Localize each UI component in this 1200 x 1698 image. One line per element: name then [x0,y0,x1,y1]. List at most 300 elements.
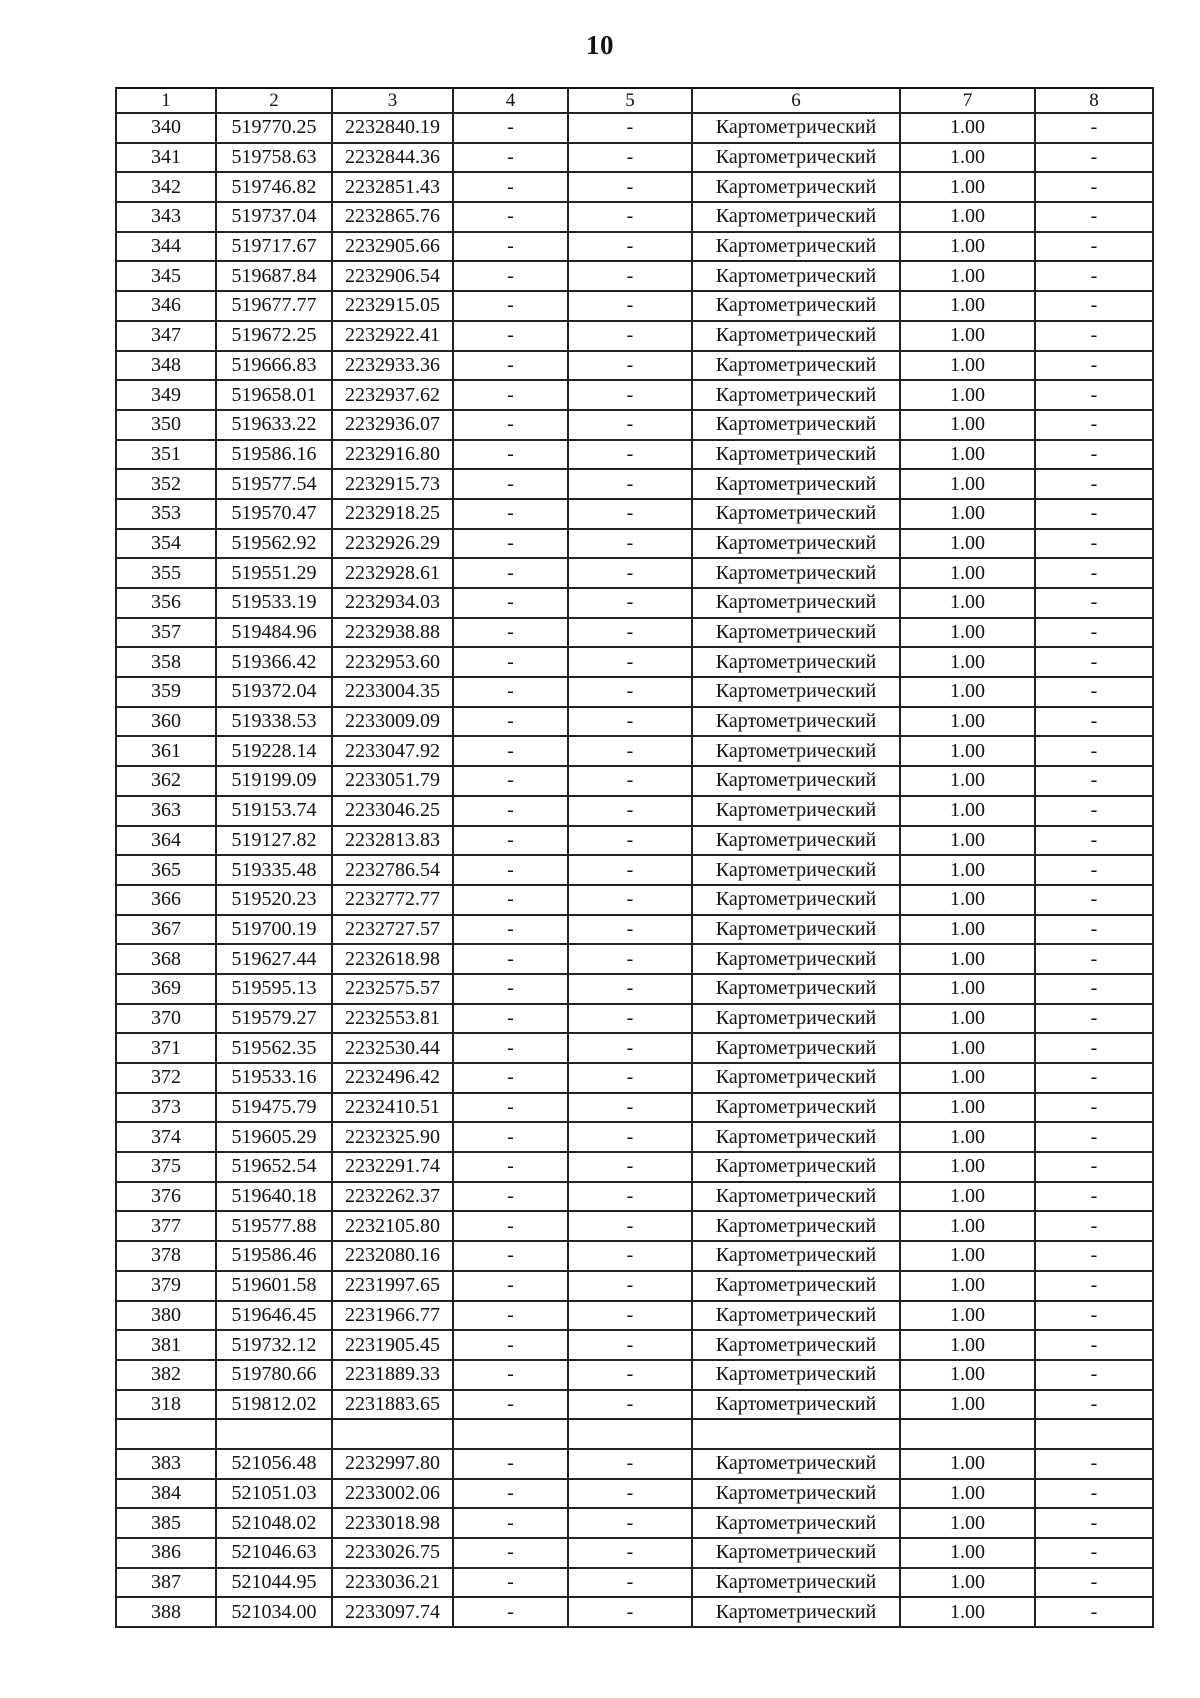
table-row [116,321,1153,351]
x-coordinate-cell: 519475.79 [216,1093,332,1123]
method-cell: Картометрический [692,1568,900,1598]
point-number-cell: 374 [116,1122,216,1152]
x-coordinate-cell: 521044.95 [216,1568,332,1598]
accuracy-cell: 1.00 [900,1033,1035,1063]
table-row [116,1152,1153,1182]
column-8-cell: - [1035,1004,1153,1034]
table-row [116,1301,1153,1331]
column-8-cell: - [1035,1033,1153,1063]
x-coordinate-cell: 519640.18 [216,1182,332,1212]
y-coordinate-cell: 2232918.25 [332,499,453,529]
accuracy-cell: 1.00 [900,915,1035,945]
method-cell: Картометрический [692,410,900,440]
x-coordinate-cell: 519579.27 [216,1004,332,1034]
column-4-cell: - [453,1152,568,1182]
column-4-cell: - [453,707,568,737]
column-4-cell: - [453,261,568,291]
column-4-cell: - [453,410,568,440]
table-row [116,796,1153,826]
method-cell: Картометрический [692,529,900,559]
column-8-cell: - [1035,1063,1153,1093]
y-coordinate-cell: 2232953.60 [332,647,453,677]
accuracy-cell: 1.00 [900,1508,1035,1538]
column-5-cell: - [568,855,692,885]
method-cell: Картометрический [692,113,900,143]
x-coordinate-cell: 521046.63 [216,1538,332,1568]
column-8-cell: - [1035,1182,1153,1212]
column-5-cell: - [568,291,692,321]
column-5-cell: - [568,766,692,796]
accuracy-cell: 1.00 [900,1241,1035,1271]
y-coordinate-cell: 2232786.54 [332,855,453,885]
accuracy-cell: 1.00 [900,944,1035,974]
accuracy-cell: 1.00 [900,558,1035,588]
column-4-cell: - [453,558,568,588]
method-cell: Картометрический [692,1211,900,1241]
column-8-cell: - [1035,588,1153,618]
point-number-cell: 363 [116,796,216,826]
method-cell: Картометрический [692,1360,900,1390]
column-header: 7 [900,88,1035,113]
y-coordinate-cell: 2231997.65 [332,1271,453,1301]
y-coordinate-cell: 2232291.74 [332,1152,453,1182]
accuracy-cell: 1.00 [900,855,1035,885]
column-8-cell: - [1035,469,1153,499]
column-8-cell: - [1035,410,1153,440]
x-coordinate-cell: 519700.19 [216,915,332,945]
point-number-cell: 368 [116,944,216,974]
coordinates-table [115,87,1154,1628]
column-5-cell: - [568,1152,692,1182]
column-8-cell: - [1035,1360,1153,1390]
y-coordinate-cell: 2233002.06 [332,1479,453,1509]
table-row [116,1330,1153,1360]
column-4-cell: - [453,1508,568,1538]
y-coordinate-cell: 2233036.21 [332,1568,453,1598]
table-row [116,766,1153,796]
method-cell: Картометрический [692,1093,900,1123]
table-row [116,1479,1153,1509]
column-4-cell: - [453,1271,568,1301]
y-coordinate-cell: 2231889.33 [332,1360,453,1390]
table-row [116,1004,1153,1034]
y-coordinate-cell: 2232938.88 [332,618,453,648]
table-body [116,113,1153,1627]
table-row [116,885,1153,915]
y-coordinate-cell: 2232618.98 [332,944,453,974]
method-cell: Картометрический [692,351,900,381]
blank-separator-row [116,1419,1153,1449]
point-number-cell: 366 [116,885,216,915]
y-coordinate-cell: 2232105.80 [332,1211,453,1241]
column-4-cell: - [453,232,568,262]
x-coordinate-cell: 519586.46 [216,1241,332,1271]
column-8-cell: - [1035,736,1153,766]
x-coordinate-cell: 519335.48 [216,855,332,885]
column-8-cell: - [1035,1122,1153,1152]
y-coordinate-cell: 2233047.92 [332,736,453,766]
point-number-cell: 377 [116,1211,216,1241]
point-number-cell: 383 [116,1449,216,1479]
table-row [116,499,1153,529]
column-5-cell: - [568,1122,692,1152]
point-number-cell: 347 [116,321,216,351]
method-cell: Картометрический [692,232,900,262]
y-coordinate-cell: 2232844.36 [332,143,453,173]
x-coordinate-cell [216,1419,332,1449]
column-5-cell: - [568,1568,692,1598]
y-coordinate-cell: 2233051.79 [332,766,453,796]
accuracy-cell: 1.00 [900,1568,1035,1598]
accuracy-cell: 1.00 [900,1597,1035,1627]
method-cell: Картометрический [692,1004,900,1034]
point-number-cell: 376 [116,1182,216,1212]
column-4-cell: - [453,588,568,618]
y-coordinate-cell: 2231883.65 [332,1390,453,1420]
point-number-cell: 343 [116,202,216,232]
point-number-cell: 358 [116,647,216,677]
column-header: 6 [692,88,900,113]
column-8-cell: - [1035,707,1153,737]
x-coordinate-cell: 519577.88 [216,1211,332,1241]
column-5-cell: - [568,1360,692,1390]
method-cell: Картометрический [692,588,900,618]
accuracy-cell: 1.00 [900,826,1035,856]
x-coordinate-cell: 519586.16 [216,440,332,470]
column-4-cell: - [453,1033,568,1063]
column-5-cell: - [568,707,692,737]
table-row [116,1063,1153,1093]
point-number-cell: 342 [116,172,216,202]
column-4-cell: - [453,1301,568,1331]
x-coordinate-cell: 519601.58 [216,1271,332,1301]
method-cell: Картометрический [692,647,900,677]
column-4-cell: - [453,736,568,766]
point-number-cell: 344 [116,232,216,262]
y-coordinate-cell: 2232840.19 [332,113,453,143]
method-cell: Картометрический [692,172,900,202]
method-cell: Картометрический [692,1241,900,1271]
column-4-cell: - [453,1538,568,1568]
point-number-cell: 370 [116,1004,216,1034]
method-cell: Картометрический [692,143,900,173]
method-cell: Картометрический [692,826,900,856]
column-4-cell: - [453,1597,568,1627]
column-5-cell: - [568,618,692,648]
column-8-cell: - [1035,855,1153,885]
accuracy-cell: 1.00 [900,529,1035,559]
page-number: 10 [586,30,614,60]
y-coordinate-cell: 2232936.07 [332,410,453,440]
accuracy-cell: 1.00 [900,499,1035,529]
column-5-cell: - [568,1004,692,1034]
column-4-cell: - [453,855,568,885]
column-4-cell: - [453,1122,568,1152]
table-row [116,1211,1153,1241]
x-coordinate-cell: 521051.03 [216,1479,332,1509]
column-8-cell: - [1035,826,1153,856]
column-8-cell: - [1035,1211,1153,1241]
point-number-cell: 386 [116,1538,216,1568]
accuracy-cell: 1.00 [900,291,1035,321]
point-number-cell [116,1419,216,1449]
column-4-cell: - [453,766,568,796]
point-number-cell: 356 [116,588,216,618]
column-5-cell: - [568,1479,692,1509]
method-cell: Картометрический [692,321,900,351]
table-row [116,469,1153,499]
table-row [116,915,1153,945]
table-row [116,855,1153,885]
table-row [116,410,1153,440]
y-coordinate-cell: 2232865.76 [332,202,453,232]
column-8-cell: - [1035,113,1153,143]
x-coordinate-cell: 519533.19 [216,588,332,618]
point-number-cell: 362 [116,766,216,796]
column-4-cell: - [453,1330,568,1360]
column-5-cell: - [568,469,692,499]
column-8-cell: - [1035,1330,1153,1360]
point-number-cell: 351 [116,440,216,470]
point-number-cell: 372 [116,1063,216,1093]
y-coordinate-cell: 2232410.51 [332,1093,453,1123]
column-8-cell: - [1035,143,1153,173]
point-number-cell: 373 [116,1093,216,1123]
method-cell: Картометрический [692,291,900,321]
table-row [116,172,1153,202]
table-row [116,1122,1153,1152]
column-5-cell: - [568,796,692,826]
column-8-cell: - [1035,351,1153,381]
column-header: 8 [1035,88,1153,113]
column-header: 1 [116,88,216,113]
column-5-cell: - [568,143,692,173]
method-cell: Картометрический [692,1538,900,1568]
accuracy-cell: 1.00 [900,143,1035,173]
column-4-cell: - [453,647,568,677]
method-cell: Картометрический [692,618,900,648]
accuracy-cell: 1.00 [900,380,1035,410]
column-4-cell: - [453,380,568,410]
table-row [116,826,1153,856]
column-8-cell: - [1035,1449,1153,1479]
column-8-cell: - [1035,440,1153,470]
x-coordinate-cell: 519770.25 [216,113,332,143]
method-cell [692,1419,900,1449]
column-header: 4 [453,88,568,113]
y-coordinate-cell: 2232933.36 [332,351,453,381]
column-8-cell: - [1035,1093,1153,1123]
column-header: 2 [216,88,332,113]
point-number-cell: 378 [116,1241,216,1271]
x-coordinate-cell: 519758.63 [216,143,332,173]
method-cell: Картометрический [692,1122,900,1152]
point-number-cell: 371 [116,1033,216,1063]
method-cell: Картометрический [692,1449,900,1479]
x-coordinate-cell: 519595.13 [216,974,332,1004]
accuracy-cell: 1.00 [900,410,1035,440]
x-coordinate-cell: 519562.35 [216,1033,332,1063]
accuracy-cell: 1.00 [900,1449,1035,1479]
point-number-cell: 359 [116,677,216,707]
table-row [116,1538,1153,1568]
table-row [116,1390,1153,1420]
column-5-cell: - [568,588,692,618]
method-cell: Картометрический [692,707,900,737]
table-row [116,1271,1153,1301]
x-coordinate-cell: 519551.29 [216,558,332,588]
method-cell: Картометрический [692,499,900,529]
column-5-cell: - [568,1063,692,1093]
x-coordinate-cell: 519570.47 [216,499,332,529]
table-row [116,707,1153,737]
method-cell: Картометрический [692,677,900,707]
y-coordinate-cell: 2232727.57 [332,915,453,945]
column-5-cell: - [568,1508,692,1538]
accuracy-cell: 1.00 [900,1390,1035,1420]
column-header: 3 [332,88,453,113]
accuracy-cell: 1.00 [900,1182,1035,1212]
x-coordinate-cell: 519199.09 [216,766,332,796]
point-number-cell: 352 [116,469,216,499]
y-coordinate-cell: 2232496.42 [332,1063,453,1093]
x-coordinate-cell: 519737.04 [216,202,332,232]
column-5-cell: - [568,826,692,856]
point-number-cell: 388 [116,1597,216,1627]
column-4-cell: - [453,172,568,202]
point-number-cell: 360 [116,707,216,737]
column-8-cell: - [1035,261,1153,291]
point-number-cell: 318 [116,1390,216,1420]
column-8-cell: - [1035,647,1153,677]
point-number-cell: 365 [116,855,216,885]
column-5-cell: - [568,261,692,291]
method-cell: Картометрический [692,558,900,588]
table-row [116,1508,1153,1538]
x-coordinate-cell: 519153.74 [216,796,332,826]
point-number-cell: 385 [116,1508,216,1538]
column-4-cell: - [453,796,568,826]
y-coordinate-cell: 2232905.66 [332,232,453,262]
column-4-cell: - [453,677,568,707]
x-coordinate-cell: 519780.66 [216,1360,332,1390]
accuracy-cell: 1.00 [900,113,1035,143]
column-4-cell: - [453,1449,568,1479]
column-4-cell: - [453,974,568,1004]
table-row [116,974,1153,1004]
column-5-cell: - [568,1449,692,1479]
point-number-cell: 348 [116,351,216,381]
accuracy-cell: 1.00 [900,1360,1035,1390]
column-8-cell: - [1035,885,1153,915]
column-8-cell: - [1035,796,1153,826]
table-header [116,88,1153,113]
column-8-cell: - [1035,321,1153,351]
x-coordinate-cell: 519520.23 [216,885,332,915]
column-8-cell: - [1035,529,1153,559]
column-5-cell: - [568,1301,692,1331]
x-coordinate-cell: 519672.25 [216,321,332,351]
column-5-cell: - [568,1033,692,1063]
column-5-cell: - [568,1211,692,1241]
point-number-cell: 353 [116,499,216,529]
column-8-cell: - [1035,202,1153,232]
table-row [116,1182,1153,1212]
column-5-cell: - [568,529,692,559]
method-cell: Картометрический [692,1597,900,1627]
column-4-cell: - [453,1093,568,1123]
point-number-cell: 341 [116,143,216,173]
column-8-cell: - [1035,974,1153,1004]
column-8-cell: - [1035,915,1153,945]
method-cell: Картометрический [692,796,900,826]
point-number-cell: 379 [116,1271,216,1301]
point-number-cell: 381 [116,1330,216,1360]
table-row [116,647,1153,677]
table-row [116,291,1153,321]
method-cell: Картометрический [692,1152,900,1182]
column-8-cell: - [1035,1152,1153,1182]
accuracy-cell: 1.00 [900,974,1035,1004]
column-4-cell: - [453,321,568,351]
y-coordinate-cell: 2232553.81 [332,1004,453,1034]
point-number-cell: 384 [116,1479,216,1509]
x-coordinate-cell: 521056.48 [216,1449,332,1479]
y-coordinate-cell: 2233004.35 [332,677,453,707]
column-4-cell: - [453,1241,568,1271]
y-coordinate-cell: 2232772.77 [332,885,453,915]
method-cell: Картометрический [692,766,900,796]
column-8-cell: - [1035,1568,1153,1598]
method-cell: Картометрический [692,885,900,915]
accuracy-cell: 1.00 [900,232,1035,262]
point-number-cell: 369 [116,974,216,1004]
y-coordinate-cell: 2232080.16 [332,1241,453,1271]
column-4-cell: - [453,1390,568,1420]
table-row [116,232,1153,262]
y-coordinate-cell: 2232575.57 [332,974,453,1004]
column-5-cell: - [568,499,692,529]
column-4-cell: - [453,1004,568,1034]
x-coordinate-cell: 521048.02 [216,1508,332,1538]
column-4-cell: - [453,944,568,974]
y-coordinate-cell: 2232934.03 [332,588,453,618]
table-row [116,440,1153,470]
y-coordinate-cell: 2232262.37 [332,1182,453,1212]
column-5-cell [568,1419,692,1449]
method-cell: Картометрический [692,1182,900,1212]
accuracy-cell: 1.00 [900,1479,1035,1509]
column-8-cell: - [1035,1390,1153,1420]
accuracy-cell: 1.00 [900,707,1035,737]
accuracy-cell: 1.00 [900,1211,1035,1241]
column-4-cell: - [453,1063,568,1093]
x-coordinate-cell: 519677.77 [216,291,332,321]
column-5-cell: - [568,202,692,232]
accuracy-cell: 1.00 [900,766,1035,796]
column-5-cell: - [568,1597,692,1627]
accuracy-cell: 1.00 [900,172,1035,202]
y-coordinate-cell [332,1419,453,1449]
column-5-cell: - [568,974,692,1004]
method-cell: Картометрический [692,440,900,470]
x-coordinate-cell: 519577.54 [216,469,332,499]
accuracy-cell: 1.00 [900,677,1035,707]
x-coordinate-cell: 519746.82 [216,172,332,202]
y-coordinate-cell: 2232997.80 [332,1449,453,1479]
column-5-cell: - [568,232,692,262]
table-row [116,1449,1153,1479]
